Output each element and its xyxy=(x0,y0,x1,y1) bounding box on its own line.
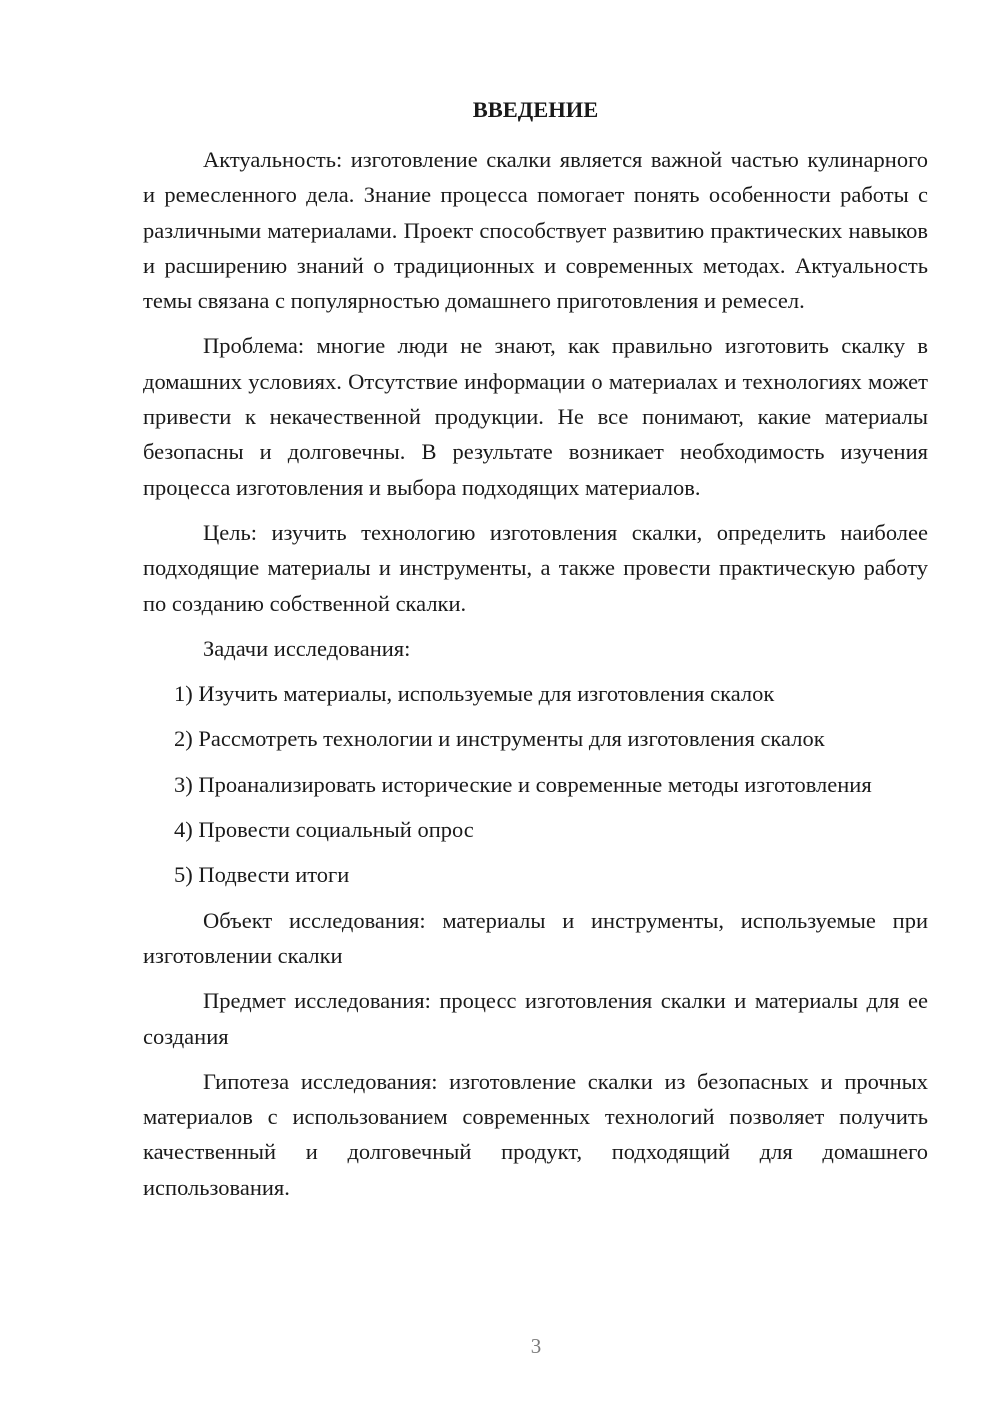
task-item-5: 5) Подвести итоги xyxy=(174,862,350,888)
task-item-3: 3) Проанализировать исторические и современные методы изготовления xyxy=(174,771,872,797)
task-item-2: 2) Рассмотреть технологии и инструменты для изготовления скалок xyxy=(174,726,825,752)
page-title: ВВЕДЕНИЕ xyxy=(472,97,599,122)
task-item-4: 4) Провести социальный опрос xyxy=(174,817,474,843)
task-item-1: 1) Изучить материалы, используемые для изготовления скалок xyxy=(174,681,775,707)
paragraph-object: Объект исследования: материалы и инструменты, используемые при изготовлении скалки xyxy=(143,907,928,968)
paragraph-problem: Проблема: многие люди не знают, как правильно изготовить скалку в домашних условиях. Отсутствие информации о материалах и технологиях может привести к некачественной продукции. Не все понимают, какие материалы безопасны и долговечны. В результате возникает необходимость изучения процесса изготовления и выбора подходящих материалов. xyxy=(143,333,928,500)
tasks-heading: Задачи исследования: xyxy=(203,635,411,661)
paragraph-relevance: Актуальность: изготовление скалки является важной частью кулинарного и ремесленного дела. Знание процесса помогает понять особенности работы с различными материалами. Проект способствует развитию практических навыков и расширению знаний о традиционных и современных методах. Актуальность темы связана с популярностью домашнего приготовления и ремесел. xyxy=(143,147,928,314)
paragraph-goal: Цель: изучить технологию изготовления скалки, определить наиболее подходящие материалы и инструменты, а также провести практическую работу по созданию собственной скалки. xyxy=(143,519,928,616)
paragraph-subject: Предмет исследования: процесс изготовления скалки и материалы для ее создания xyxy=(143,988,928,1049)
paragraph-hypothesis: Гипотеза исследования: изготовление скалки из безопасных и прочных материалов с использованием современных технологий позволяет получить качественный и долговечный продукт, подходящий для домашнего использования. xyxy=(143,1068,928,1200)
page-number: 3 xyxy=(530,1334,542,1358)
document-page xyxy=(143,96,928,1215)
